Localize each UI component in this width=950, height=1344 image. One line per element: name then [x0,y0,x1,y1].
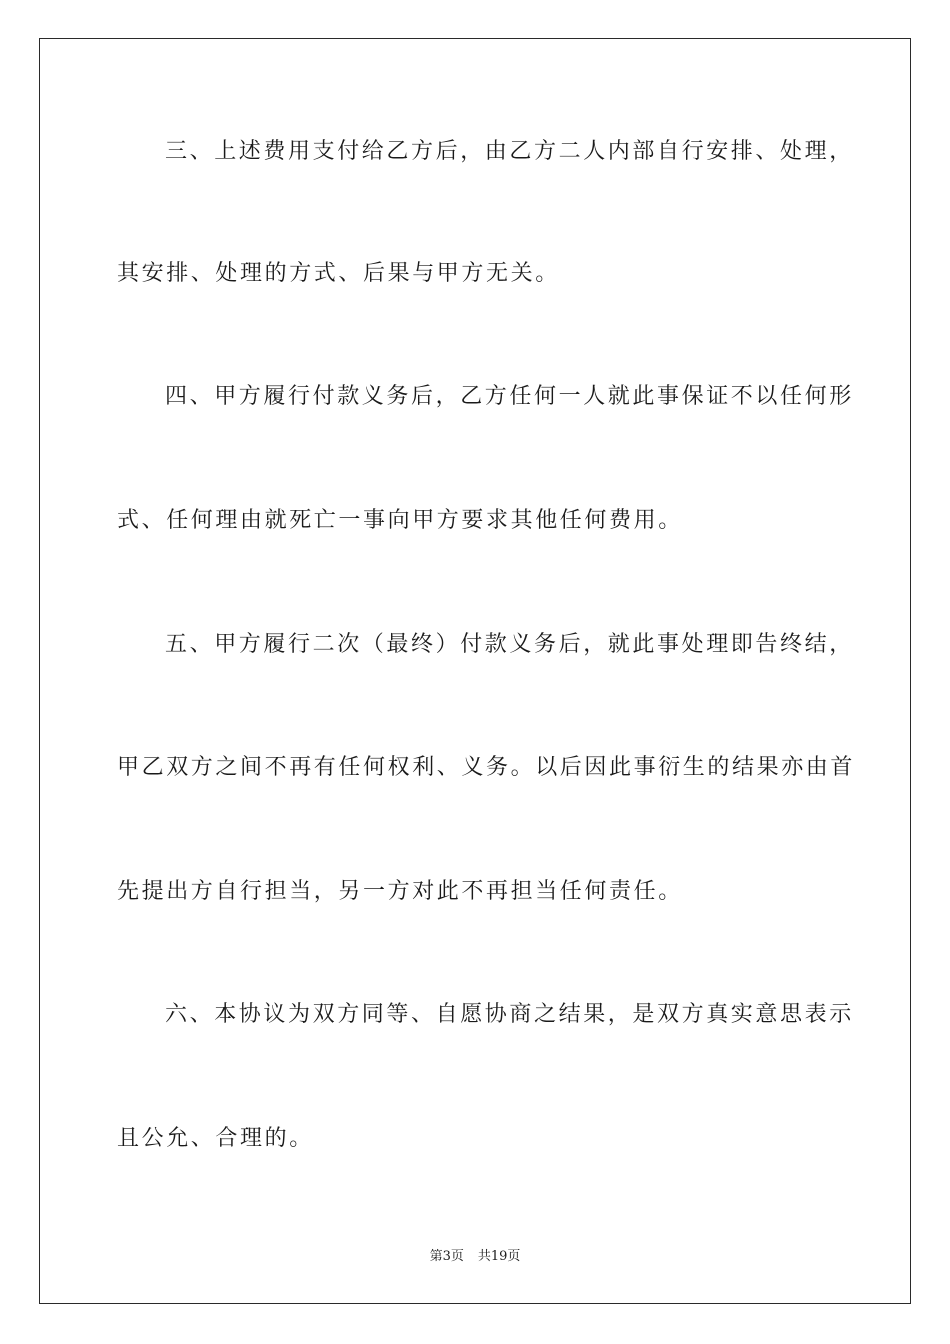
paragraph-5-line-2: 甲乙双方之间不再有任何权利、义务。以后因此事衍生的结果亦由首 [117,755,856,780]
page-border [39,38,911,1304]
page-total: 共19页 [477,1249,521,1264]
paragraph-5-line-3: 先提出方自行担当，另一方对此不再担当任何责任。 [117,879,683,904]
page-footer [0,1248,950,1266]
paragraph-6-line-2: 且公允、合理的。 [117,1126,314,1151]
paragraph-6-line-1: 六、本协议为双方同等、自愿协商之结果，是双方真实意思表示 [165,1002,854,1027]
paragraph-4-line-1: 四、甲方履行付款义务后，乙方任何一人就此事保证不以任何形 [165,384,854,409]
paragraph-3-line-2: 其安排、处理的方式、后果与甲方无关。 [117,261,560,286]
paragraph-4-line-2: 式、任何理由就死亡一事向甲方要求其他任何费用。 [117,508,683,533]
page-number: 第3页 [429,1249,464,1264]
paragraph-3-line-1: 三、上述费用支付给乙方后，由乙方二人内部自行安排、处理， [165,139,854,164]
paragraph-5-line-1: 五、甲方履行二次（最终）付款义务后，就此事处理即告终结， [165,632,854,657]
